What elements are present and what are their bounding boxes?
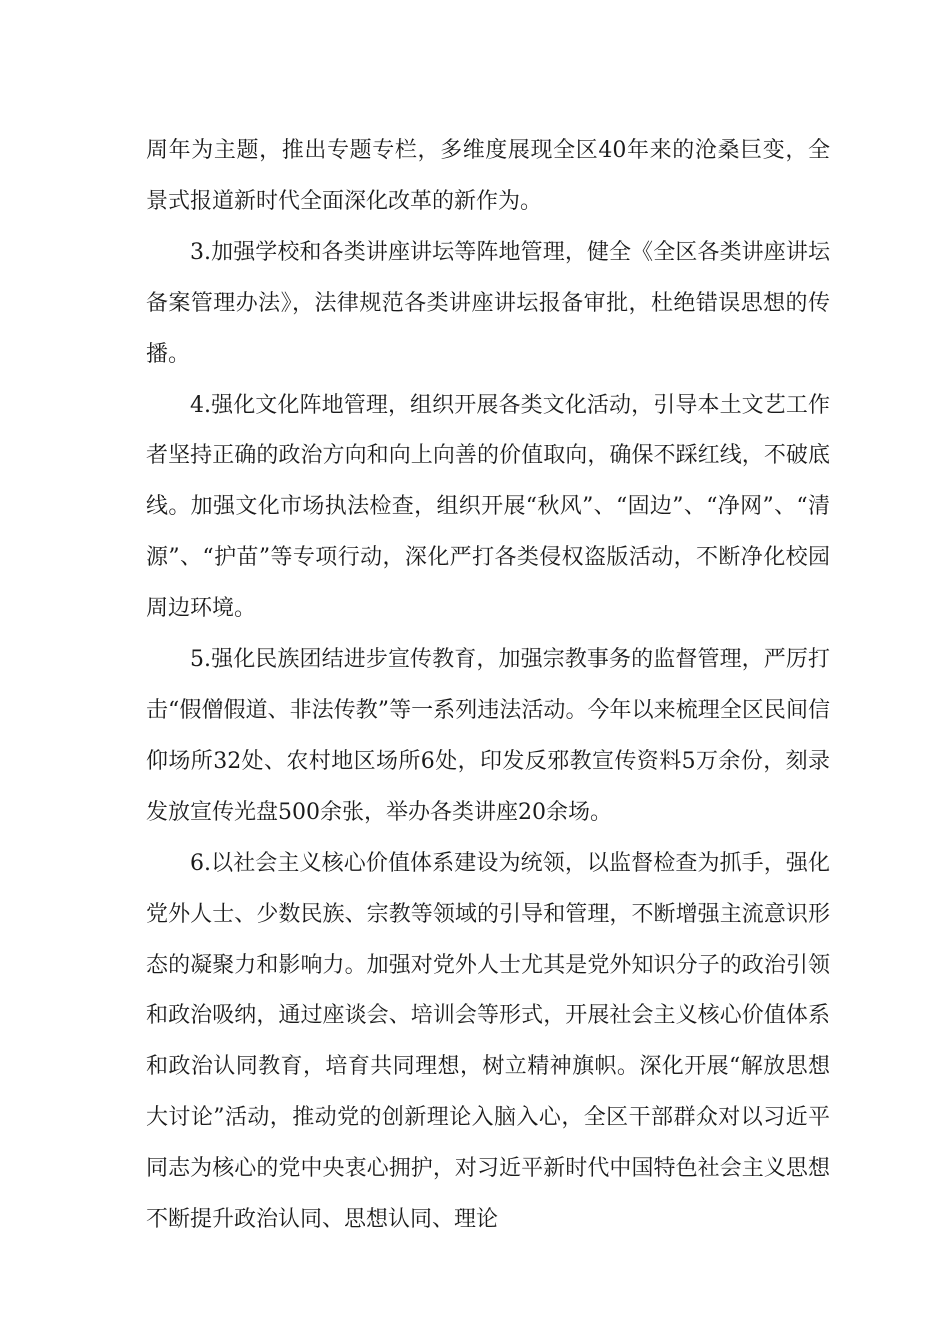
paragraph-item-4: 4.强化文化阵地管理，组织开展各类文化活动，引导本土文艺工作者坚持正确的政治方向和向上向善的价值取向，确保不踩红线，不破底线。加强文化市场执法检查，组织开展“秋风”、“固边”、“净网”、“清源”、“护苗”等专项行动，深化严打各类侵权盗版活动，不断净化校园周边环境。 (146, 392, 830, 622)
paragraph-item-3: 3.加强学校和各类讲座讲坛等阵地管理，健全《全区各类讲座讲坛备案管理办法》，法律规范各类讲座讲坛报备审批，杜绝错误思想的传播。 (146, 239, 830, 367)
document-body (146, 126, 830, 1246)
paragraph-item-5: 5.强化民族团结进步宣传教育，加强宗教事务的监督管理，严厉打击“假僧假道、非法传教”等一系列违法活动。今年以来梳理全区民间信仰场所32处、农村地区场所6处，印发反邪教宣传资料5万余份，刻录发放宣传光盘500余张，举办各类讲座20余场。 (146, 647, 830, 825)
paragraph-item-6: 6.以社会主义核心价值体系建设为统领，以监督检查为抓手，强化党外人士、少数民族、宗教等领域的引导和管理，不断增强主流意识形态的凝聚力和影响力。加强对党外人士尤其是党外知识分子的政治引领和政治吸纳，通过座谈会、培训会等形式，开展社会主义核心价值体系和政治认同教育，培育共同理想，树立精神旗帜。深化开展“解放思想大讨论”活动，推动党的创新理论入脑入心，全区干部群众对以习近平同志为核心的党中央衷心拥护，对习近平新时代中国特色社会主义思想不断提升政治认同、思想认同、理论 (146, 850, 830, 1233)
paragraph-continuation: 周年为主题，推出专题专栏，多维度展现全区40年来的沧桑巨变，全景式报道新时代全面深化改革的新作为。 (146, 138, 830, 214)
